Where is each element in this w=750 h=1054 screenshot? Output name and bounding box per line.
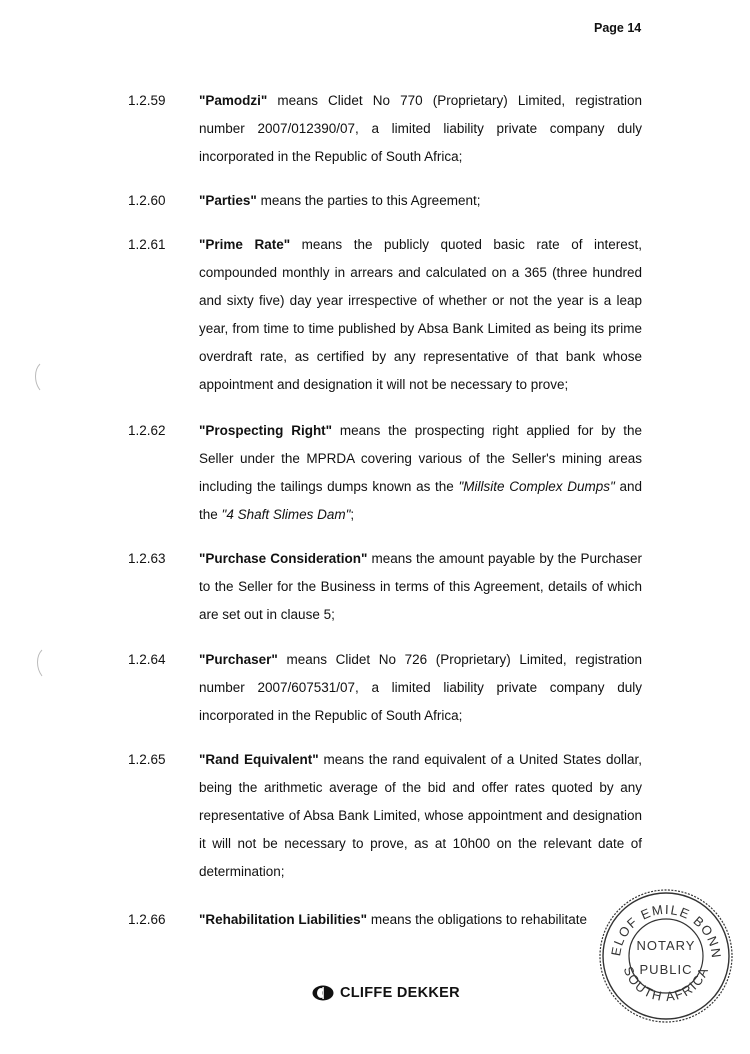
clause-number: 1.2.65: [128, 752, 166, 767]
defined-term: "Parties": [199, 193, 257, 208]
clause-number: 1.2.63: [128, 551, 166, 566]
stamp-arc-top: [598, 1029, 599, 1030]
notary-stamp: [598, 888, 734, 1024]
clause-number: 1.2.62: [128, 423, 166, 438]
clause-number: 1.2.60: [128, 193, 166, 208]
cliffe-dekker-logo-icon: [312, 985, 334, 1001]
notary-stamp-seal: [598, 888, 734, 1024]
clause-text: means the publicly quoted basic rate of interest, compounded monthly in arrears and calculated on a 365 (three hundred and sixty five) day year irrespective of whether or not the year is a leap year, from time to time published by Absa Bank Limited as being its prime overdraft rate, as certified by any representative of that bank whose appointment and designation it will not be necessary to prove;: [199, 237, 642, 392]
dam-name-italic: "4 Shaft Slimes Dam": [221, 507, 351, 522]
clause-body: [199, 746, 642, 886]
defined-term: "Rehabilitation Liabilities": [199, 912, 368, 927]
clause-number: 1.2.59: [128, 93, 166, 108]
clause-number: 1.2.61: [128, 237, 166, 252]
clause-number: 1.2.64: [128, 652, 166, 667]
clause-body: [199, 87, 642, 171]
svg-text:SOUTH AFRICA: SOUTH AFRICA: [620, 964, 712, 1005]
scan-mark: [28, 360, 48, 394]
defined-term: "Purchase Consideration": [199, 551, 368, 566]
clause-text: means the parties to this Agreement;: [256, 193, 481, 208]
page-number: Page 14: [594, 21, 642, 35]
svg-text:NOTARY: NOTARY: [636, 938, 696, 953]
defined-term: "Rand Equivalent": [199, 752, 319, 767]
clause-text: means Clidet No 726 (Proprietary) Limited, registration number 2007/607531/07, a limited liability private company duly incorporated in the Republic of South Africa;: [199, 652, 642, 723]
svg-text:ROELOF EMILE BONNET: ELOF EMILE BONN: [608, 901, 725, 960]
clause-body: [199, 545, 642, 629]
dump-name-italic: "Millsite Complex Dumps": [458, 479, 615, 494]
clause-body: [199, 646, 642, 730]
clause-body: [199, 417, 642, 529]
clause-text: means the rand equivalent of a United States dollar, being the arithmetic average of the bid and offer rates quoted by any representative of Absa Bank Limited, whose appointment and designation it will not be necessary to prove, as at 10h00 on the relevant date of determination;: [199, 752, 642, 879]
clause-text: means Clidet No 770 (Proprietary) Limited, registration number 2007/012390/07, a limited liability private company duly incorporated in the Republic of South Africa;: [199, 93, 642, 164]
scan-mark: [30, 646, 50, 680]
clause-body: [199, 906, 642, 934]
defined-term: "Prospecting Right": [199, 423, 333, 438]
clause-text-2: and the: [199, 479, 642, 522]
clause-text: means the obligations to rehabilitate: [367, 912, 587, 927]
footer-logo-text: CLIFFE DEKKER: [340, 985, 460, 1001]
clause-text: means the prospecting right applied for by the Seller under the MPRDA covering various of the Seller's mining areas including the tailings dumps known as the: [199, 423, 642, 494]
footer-logo: [312, 985, 460, 1001]
svg-text:PUBLIC: PUBLIC: [639, 962, 693, 977]
clause-text-3: ;: [350, 507, 355, 522]
defined-term: "Purchaser": [199, 652, 278, 667]
defined-term: "Pamodzi": [199, 93, 268, 108]
clause-text: means the amount payable by the Purchaser to the Seller for the Business in terms of this Agreement, details of which are set out in clause 5;: [199, 551, 642, 622]
clause-number: 1.2.66: [128, 912, 166, 927]
clause-body: [199, 187, 642, 215]
clause-body: [199, 231, 642, 399]
defined-term: "Prime Rate": [199, 237, 291, 252]
